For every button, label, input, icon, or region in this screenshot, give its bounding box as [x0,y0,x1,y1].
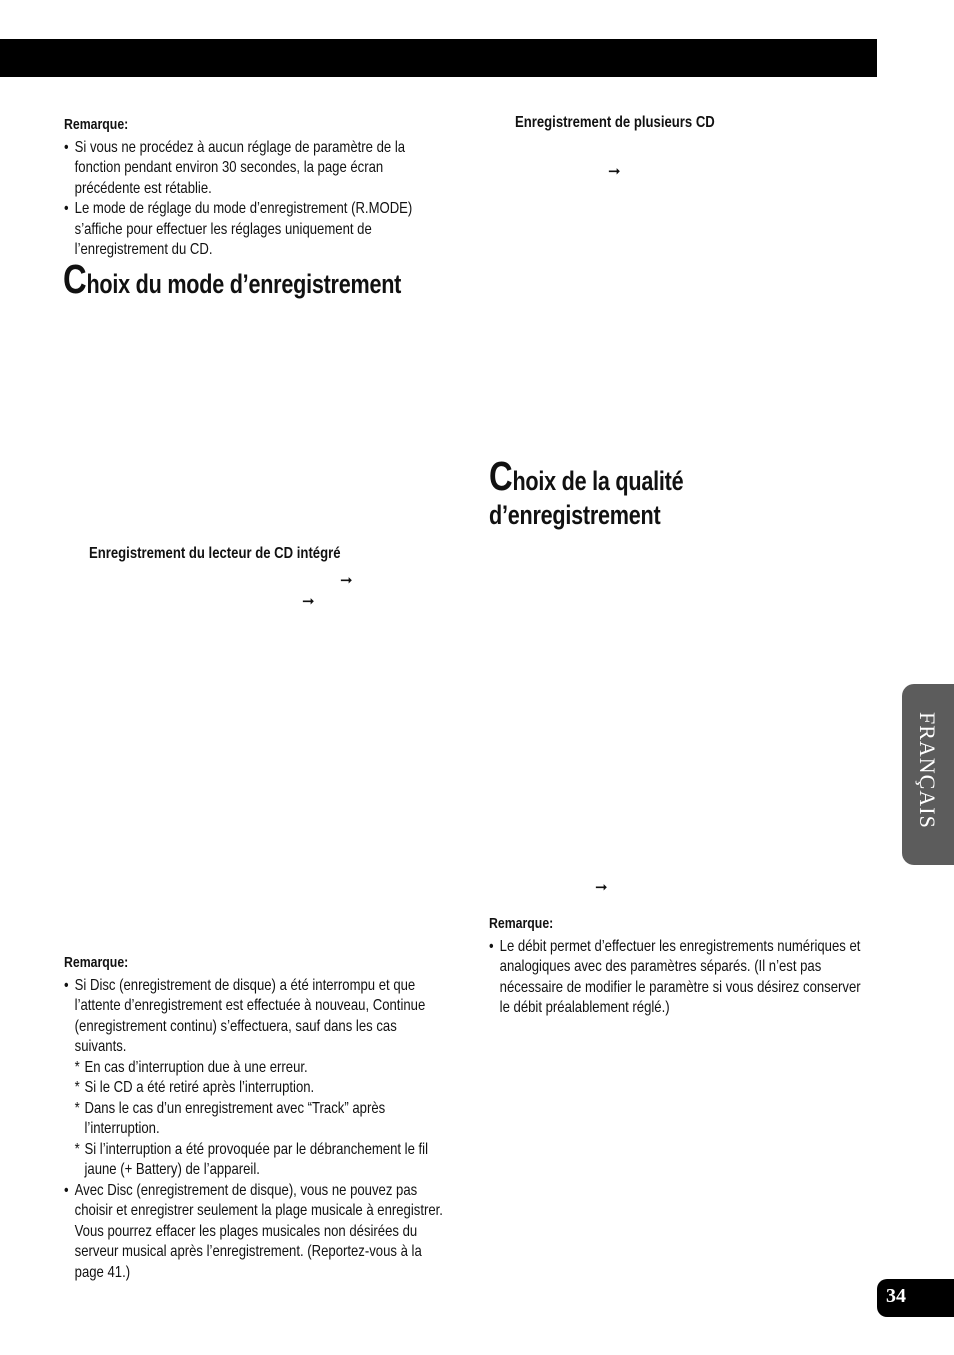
subheading-multiple-cd: Enregistrement de plusieurs CD [515,114,715,131]
note-bullet [64,976,449,1181]
arrow-right-icon: ➞ [340,572,353,589]
heading-initial: C [489,453,513,499]
heading-text: hoix du mode d’enregistrement [86,269,402,299]
arrow-right-icon: ➞ [595,879,608,896]
note-bullet: • Avec Disc (enregistrement de disque), vous ne pouvez pas choisir et enregistrer seulement la plage musicale à enregistrer. Vous pourrez effacer les plages musicales non désirées du serveur musical après l’enregistrement. (Reportez-vous à la page 41.) [64,1181,449,1284]
note-bullet: • Le mode de réglage du mode d’enregistrement (R.MODE) s’affiche pour effectuer les réglages uniquement de l’enregistrement du CD. [64,199,449,261]
heading-text: hoix de la qualité [512,466,684,496]
note-sub-item: * Si le CD a été retiré après l’interruption. [75,1078,450,1099]
note-title: Remarque: [64,954,129,971]
note-remarque-1 [64,115,534,261]
header-bar [0,39,877,77]
arrow-right-icon: ➞ [608,163,621,180]
note-bullet: • Le débit permet d’effectuer les enregistrements numériques et analogiques avec des paramètres séparés. (Il n’est pas nécessaire de modifier le paramètre si vous désirez conserver le débit préalablement réglé.) [489,937,874,1019]
heading-text-line2: d’enregistrement [489,500,661,530]
note-remarque-3 [489,914,954,1019]
page-number-badge [877,1279,954,1317]
page-number: 34 [886,1285,906,1307]
arrow-right-icon: ➞ [302,593,315,610]
note-sub-item: * En cas d’interruption due à une erreur. [75,1058,450,1079]
language-tab [902,684,954,865]
note-title: Remarque: [64,116,129,133]
subheading-internal-cd: Enregistrement du lecteur de CD intégré [89,545,341,562]
heading-initial: C [63,256,87,302]
note-bullet: • Si vous ne procédez à aucun réglage de paramètre de la fonction pendant environ 30 secondes, la page écran précédente est rétablie. [64,138,449,200]
section-heading-mode [63,256,402,302]
note-sub-item: * Si l’interruption a été provoquée par le débranchement le fil jaune (+ Battery) de l’appareil. [75,1140,450,1181]
note-remarque-2 [64,953,534,1283]
section-heading-quality [489,453,684,532]
language-tab-label: FRANÇAIS [915,712,940,829]
note-bullet-text: Si Disc (enregistrement de disque) a été interrompu et que l’attente d’enregistrement est effectuée à nouveau, Continue (enregistrement continu) s’effectuera, sauf dans les cas suivants. [74,976,426,1055]
note-title: Remarque: [489,915,554,932]
note-sub-item: * Dans le cas d’un enregistrement avec “Track” après l’interruption. [75,1099,450,1140]
